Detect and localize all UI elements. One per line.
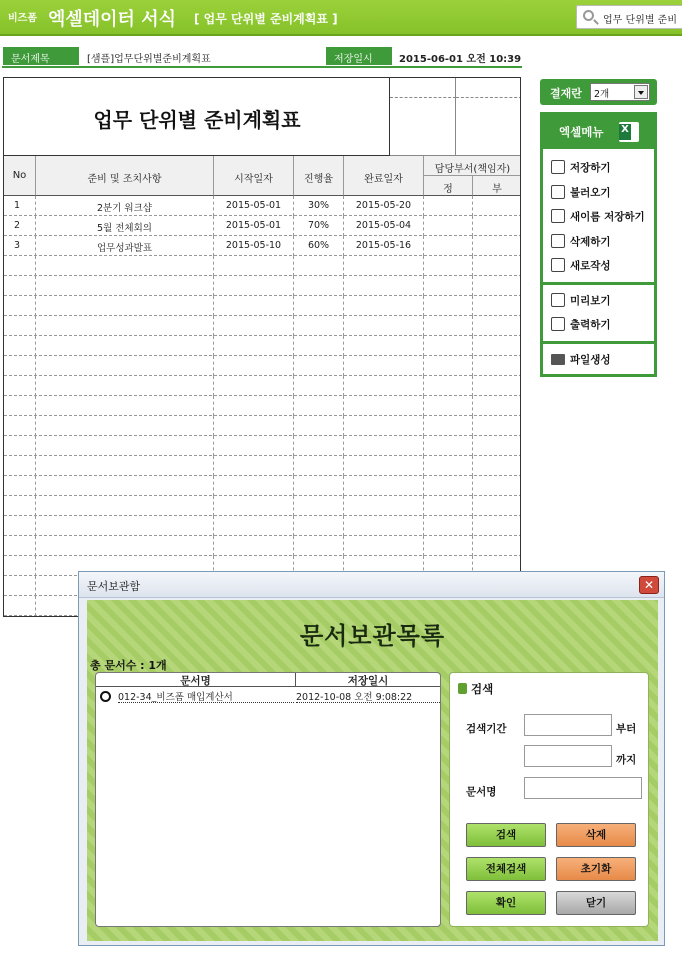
cell-dept	[473, 276, 521, 296]
cell-end	[344, 256, 424, 276]
cell-no: 3	[4, 236, 36, 256]
menu-item-load[interactable]	[549, 180, 649, 204]
cell-no	[4, 316, 36, 336]
cell-end	[344, 456, 424, 476]
cell-dept	[473, 536, 521, 556]
approval-label: 결재란	[550, 87, 582, 100]
menu-title: 엑셀메뉴	[559, 125, 604, 139]
cell-dept	[473, 296, 521, 316]
saved-label: 저장일시	[326, 47, 392, 65]
cell-start	[214, 516, 294, 536]
dialog-body	[87, 600, 658, 941]
cell-item	[36, 476, 214, 496]
cell-start	[214, 316, 294, 336]
cell-end	[344, 436, 424, 456]
sign-cell	[456, 78, 521, 98]
cell-dept	[473, 416, 521, 436]
reset-button[interactable]: 초기화	[556, 857, 636, 881]
close-dialog-button[interactable]: 닫기	[556, 891, 636, 915]
page-subtitle: [ 업무 단위별 준비계획표 ]	[194, 12, 338, 26]
from-date-input[interactable]	[524, 714, 612, 736]
top-bar	[0, 0, 682, 36]
approval-value: 2개	[594, 89, 610, 100]
period-label: 검색기간	[466, 723, 507, 735]
cell-dept	[424, 496, 473, 516]
top-search-value: 업무 단위별 준비	[603, 15, 677, 26]
cell-progress	[294, 456, 344, 476]
cell-progress	[294, 536, 344, 556]
cell-progress	[294, 436, 344, 456]
cell-dept	[473, 336, 521, 356]
plan-sheet	[3, 77, 521, 617]
cell-dept	[424, 296, 473, 316]
cell-end	[344, 376, 424, 396]
search-bullet-icon	[458, 683, 467, 694]
doc-count: 총 문서수 : 1개	[90, 659, 167, 672]
cell-end	[344, 296, 424, 316]
dialog-titlebar	[79, 572, 664, 598]
to-label: 까지	[616, 754, 637, 766]
cell-no	[4, 336, 36, 356]
menu-item-preview[interactable]	[549, 288, 649, 312]
cell-dept	[424, 216, 473, 236]
from-label: 부터	[616, 723, 637, 735]
list-col-name: 문서명	[96, 673, 296, 687]
table-row	[4, 456, 521, 476]
approval-bar	[540, 79, 657, 105]
cell-start	[214, 296, 294, 316]
search-panel	[449, 672, 649, 927]
cell-dept	[424, 196, 473, 216]
table-row	[4, 316, 521, 336]
cell-item	[36, 516, 214, 536]
cell-dept	[424, 256, 473, 276]
cell-dept	[473, 476, 521, 496]
cell-item	[36, 536, 214, 556]
menu-divider	[543, 341, 654, 344]
cell-dept	[473, 256, 521, 276]
title-rule	[2, 66, 522, 68]
sign-cell	[390, 98, 456, 156]
list-item[interactable]	[96, 688, 440, 704]
cell-progress	[294, 396, 344, 416]
cell-dept	[473, 456, 521, 476]
cell-end	[344, 276, 424, 296]
delete-button[interactable]: 삭제	[556, 823, 636, 847]
new-doc-icon	[551, 258, 565, 272]
save-icon	[551, 160, 565, 174]
folder-icon	[551, 354, 565, 365]
cell-item	[36, 416, 214, 436]
list-col-date: 저장일시	[347, 675, 389, 687]
cell-dept	[473, 376, 521, 396]
sign-cell	[390, 78, 456, 98]
cell-item	[36, 376, 214, 396]
sheet-title: 업무 단위별 준비계획표	[93, 108, 301, 132]
cell-no	[4, 556, 36, 576]
table-row	[4, 256, 521, 276]
menu-header	[543, 115, 654, 149]
cell-no	[4, 396, 36, 416]
cell-no	[4, 596, 36, 616]
table-row	[4, 436, 521, 456]
cell-dept	[424, 516, 473, 536]
cell-start	[214, 416, 294, 436]
dialog-heading: 문서보관목록	[299, 622, 446, 650]
cell-item	[36, 456, 214, 476]
to-date-input[interactable]	[524, 745, 612, 767]
table-row	[4, 276, 521, 296]
menu-item-label: 파일생성	[570, 353, 611, 366]
cell-start	[214, 256, 294, 276]
cell-item	[36, 436, 214, 456]
menu-item-folder[interactable]	[549, 347, 649, 371]
cell-end	[344, 316, 424, 336]
table-row	[4, 496, 521, 516]
search-button[interactable]: 검색	[466, 823, 546, 847]
table-row	[4, 216, 521, 236]
cell-end: 2015-05-20	[344, 196, 424, 216]
menu-item-label: 불러오기	[570, 186, 611, 199]
cell-dept	[424, 536, 473, 556]
cell-progress	[294, 496, 344, 516]
menu-item-new-doc[interactable]	[549, 253, 649, 277]
cell-progress	[294, 316, 344, 336]
cell-dept	[473, 236, 521, 256]
menu-item-label: 새이름 저장하기	[570, 211, 645, 223]
menu-item-print[interactable]	[549, 312, 649, 336]
cell-no	[4, 416, 36, 436]
preview-icon	[551, 293, 565, 307]
col-header-dept-sub: 부	[473, 176, 521, 196]
cell-no	[4, 376, 36, 396]
menu-item-label: 미리보기	[570, 294, 611, 307]
table-row	[4, 236, 521, 256]
cell-dept	[424, 336, 473, 356]
table-row	[4, 396, 521, 416]
cell-no: 1	[4, 196, 36, 216]
cell-item: 5월 전체회의	[36, 216, 214, 236]
doc-name-input[interactable]	[524, 777, 642, 799]
cell-dept	[424, 376, 473, 396]
menu-item-label: 출력하기	[570, 319, 611, 331]
cell-progress	[294, 476, 344, 496]
document-list	[95, 672, 441, 927]
cell-dept	[473, 216, 521, 236]
cell-dept	[473, 316, 521, 336]
menu-item-label: 저장하기	[570, 162, 611, 174]
excel-menu-panel	[540, 112, 657, 377]
col-header-progress: 진행율	[294, 156, 344, 196]
cell-start: 2015-05-01	[214, 196, 294, 216]
cell-progress	[294, 336, 344, 356]
archive-dialog	[78, 571, 665, 946]
list-item-date: 2012-10-08 오전 9:08:22	[296, 689, 440, 703]
col-header-dept-main: 정	[424, 176, 473, 196]
table-row	[4, 476, 521, 496]
menu-item-label: 새로작성	[570, 260, 611, 272]
cell-item	[36, 296, 214, 316]
col-header-dept: 담당부서(책임자)	[424, 156, 521, 176]
excel-icon	[619, 122, 639, 142]
cell-no	[4, 436, 36, 456]
cell-start	[214, 336, 294, 356]
brand-small: 비즈폼	[8, 13, 37, 24]
dialog-title: 문서보관함	[87, 580, 141, 593]
cell-progress: 30%	[294, 196, 344, 216]
cell-progress	[294, 256, 344, 276]
menu-item-trash[interactable]	[549, 229, 649, 253]
cell-item: 업무성과발표	[36, 236, 214, 256]
table-row	[4, 336, 521, 356]
cell-no	[4, 356, 36, 376]
cell-end	[344, 356, 424, 376]
cell-progress	[294, 296, 344, 316]
cell-item	[36, 276, 214, 296]
cell-start	[214, 536, 294, 556]
cell-progress: 70%	[294, 216, 344, 236]
cell-dept	[473, 396, 521, 416]
top-search-input[interactable]	[576, 5, 682, 29]
cell-end	[344, 536, 424, 556]
cell-start	[214, 276, 294, 296]
cell-end	[344, 396, 424, 416]
table-row	[4, 516, 521, 536]
close-button[interactable]: ✕	[639, 576, 659, 594]
load-icon	[551, 185, 565, 199]
cell-start: 2015-05-10	[214, 236, 294, 256]
cell-start	[214, 356, 294, 376]
print-icon	[551, 317, 565, 331]
approval-select[interactable]	[590, 83, 650, 101]
cell-end	[344, 476, 424, 496]
doc-title-value: [샘플]업무단위별준비계획표	[87, 54, 211, 65]
table-row	[4, 376, 521, 396]
cell-end: 2015-05-04	[344, 216, 424, 236]
table-row	[4, 536, 521, 556]
cell-item	[36, 396, 214, 416]
cell-end	[344, 496, 424, 516]
cell-dept	[473, 436, 521, 456]
sign-cell	[456, 98, 521, 156]
cell-start	[214, 376, 294, 396]
radio-button[interactable]	[100, 691, 111, 702]
search-icon	[583, 10, 594, 21]
cell-dept	[473, 496, 521, 516]
cell-dept	[424, 436, 473, 456]
cell-start	[214, 396, 294, 416]
cell-progress: 60%	[294, 236, 344, 256]
chevron-down-icon[interactable]	[634, 85, 648, 99]
menu-divider	[543, 282, 654, 285]
list-header	[96, 673, 440, 687]
table-row	[4, 196, 521, 216]
cell-item: 2분기 워크샵	[36, 196, 214, 216]
cell-item	[36, 496, 214, 516]
cell-dept	[424, 416, 473, 436]
col-header-no: No	[4, 156, 36, 196]
trash-icon	[551, 234, 565, 248]
cell-no	[4, 536, 36, 556]
list-item-name: 012-34_비즈폼 매입계산서	[118, 689, 294, 703]
cell-end	[344, 416, 424, 436]
sheet-title-box	[4, 78, 390, 156]
cell-progress	[294, 276, 344, 296]
cell-no	[4, 456, 36, 476]
saved-value: 2015-06-01 오전 10:39	[399, 54, 522, 65]
cell-dept	[473, 196, 521, 216]
cell-start	[214, 496, 294, 516]
cell-item	[36, 256, 214, 276]
cell-end	[344, 336, 424, 356]
col-header-item: 준비 및 조치사항	[36, 156, 214, 196]
table-row	[4, 356, 521, 376]
cell-progress	[294, 416, 344, 436]
cell-progress	[294, 356, 344, 376]
cell-no	[4, 476, 36, 496]
cell-progress	[294, 376, 344, 396]
table-row	[4, 296, 521, 316]
menu-item-save[interactable]	[549, 155, 649, 179]
cell-no	[4, 576, 36, 596]
brand-title: 엑셀데이터 서식	[48, 9, 176, 30]
cell-start: 2015-05-01	[214, 216, 294, 236]
cell-progress	[294, 516, 344, 536]
cell-end	[344, 516, 424, 536]
cell-dept	[473, 516, 521, 536]
cell-no	[4, 296, 36, 316]
cell-no	[4, 256, 36, 276]
doc-title-label: 문서제목	[3, 47, 79, 65]
menu-item-save-as[interactable]	[549, 204, 649, 228]
col-header-start: 시작일자	[214, 156, 294, 196]
save-as-icon	[551, 209, 565, 223]
search-all-button[interactable]: 전체검색	[466, 857, 546, 881]
cell-start	[214, 456, 294, 476]
cell-no	[4, 496, 36, 516]
cell-no	[4, 516, 36, 536]
cell-dept	[424, 396, 473, 416]
cell-start	[214, 436, 294, 456]
menu-item-label: 삭제하기	[570, 235, 611, 248]
cell-item	[36, 336, 214, 356]
cell-dept	[424, 456, 473, 476]
cell-item	[36, 316, 214, 336]
name-label: 문서명	[466, 786, 497, 798]
cell-item	[36, 356, 214, 376]
cell-start	[214, 476, 294, 496]
table-row	[4, 416, 521, 436]
cell-end: 2015-05-16	[344, 236, 424, 256]
cell-dept	[424, 476, 473, 496]
col-header-end: 완료일자	[344, 156, 424, 196]
cell-dept	[473, 356, 521, 376]
cell-no	[4, 276, 36, 296]
ok-button[interactable]: 확인	[466, 891, 546, 915]
search-title: 검색	[458, 681, 493, 697]
cell-dept	[424, 236, 473, 256]
cell-dept	[424, 276, 473, 296]
cell-dept	[424, 316, 473, 336]
cell-dept	[424, 356, 473, 376]
cell-no: 2	[4, 216, 36, 236]
